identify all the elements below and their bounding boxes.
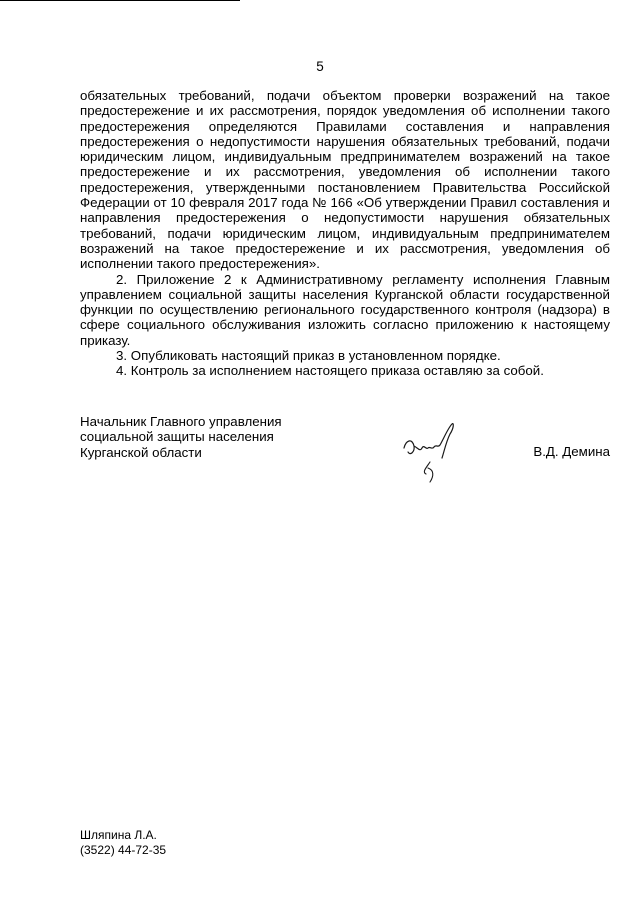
document-body — [80, 88, 610, 379]
signature-block — [80, 414, 610, 474]
executor-name: Шляпина Л.А. — [80, 828, 157, 842]
paragraph-item-2: 2. Приложение 2 к Административному регламенту исполнения Главным управлением социальной защиты населения Курганской области государственной функции по осуществлению регионального государственного контроля (надзора) в сфере социального обслуживания изложить согласно приложению к настоящему приказу. — [80, 271, 610, 348]
signatory-title-line-3: Курганской области — [80, 444, 202, 460]
signatory-title-line-2: социальной защиты населения — [80, 429, 274, 445]
executor-footer — [80, 828, 166, 857]
signatory-title-line-1: Начальник Главного управления — [80, 414, 282, 429]
paragraph-item-3: 3. Опубликовать настоящий приказ в установленном порядке. — [116, 348, 501, 364]
signatory-name: В.Д. Демина — [533, 444, 610, 459]
top-rule — [0, 0, 240, 1]
paragraph-item-4: 4. Контроль за исполнением настоящего приказа оставляю за собой. — [116, 363, 544, 379]
executor-phone: (3522) 44-72-35 — [80, 842, 167, 857]
page-number: 5 — [316, 59, 324, 74]
paragraph-continued: обязательных требований, подачи объектом проверки возражений на такое предостережение и их рассмотрения, порядок уведомления об исполнении такого предостережения определяются Правилами составления и направления предостережения о недопустимости нарушения обязательных требований, подачи юридическим лицом, индивидуальным предпринимателем возражений на такое предостережение и их рассмотрения, уведомления об исполнении такого предостережения, утвержденными постановлением Правительства Российской Федерации от 10 февраля 2017 года № 166 «Об утверждении Правил составления и направления предостережения о недопустимости нарушения обязательных требований, подачи юридическим лицом, индивидуальным предпринимателем возражений на такое предостережение и их рассмотрения, уведомления об исполнении такого предостережения». — [80, 88, 610, 272]
handwritten-signature-icon — [400, 418, 460, 484]
